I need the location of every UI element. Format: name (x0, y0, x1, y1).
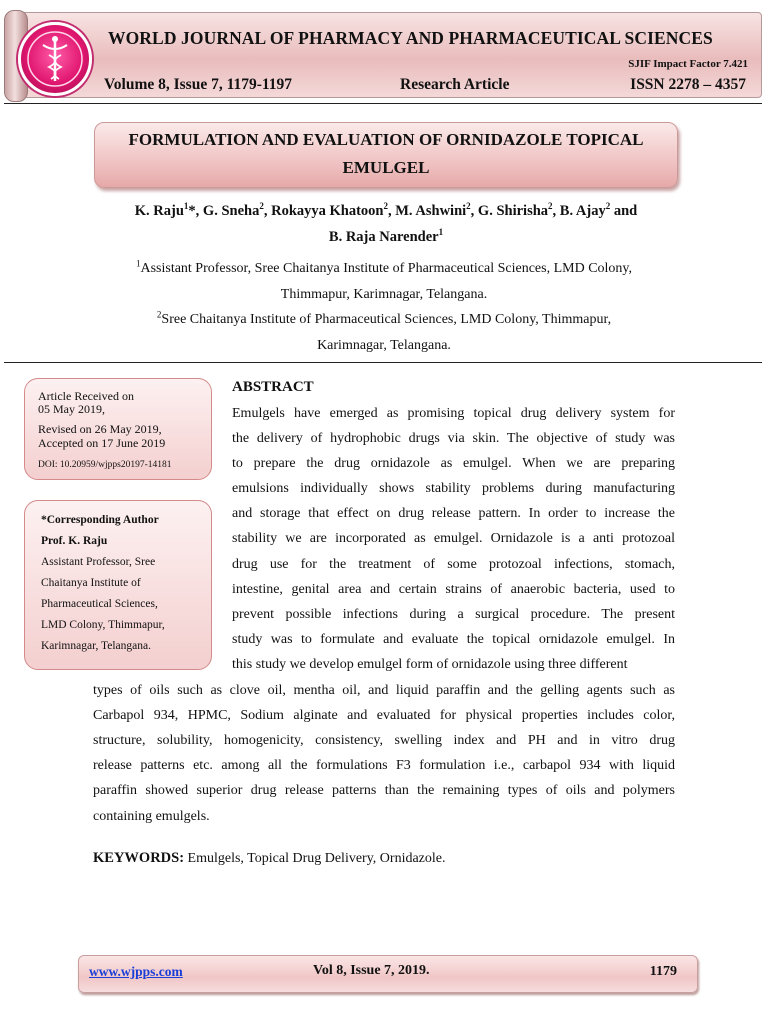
abstract-line: intestine, genital area and certain strains of anaerobic bacteria, used to (232, 582, 675, 597)
keywords (93, 850, 446, 867)
paper-title-line-1: FORMULATION AND EVALUATION OF ORNIDAZOLE TOPICAL (128, 130, 644, 149)
abstract-line: types of oils such as clove oil, mentha oil, and liquid paraffin and the gelling agents such as (93, 683, 675, 698)
received-date: 05 May 2019, (38, 402, 105, 416)
affiliation-divider (4, 362, 762, 363)
abstract-line: Emulgels have emerged as promising topical drug delivery system for (232, 406, 675, 421)
article-type: Research Article (400, 76, 510, 93)
corresponding-name: Prof. K. Raju (41, 535, 108, 547)
abstract-line: study was to formulate and evaluate the topical ornidazole emulgel. In (232, 632, 675, 647)
author: M. Ashwini$^2$, (395, 201, 478, 219)
paper-title-box (94, 122, 678, 188)
abstract-line: structure, solubility, homogenicity, consistency, swelling index and PH and in vitro drug (93, 733, 675, 748)
abstract-line: this study we develop emulgel form of ornidazole using three different (232, 657, 628, 672)
abstract-line: stability we are incorporated as emulgel. Ornidazole is a anti protozoal (232, 531, 675, 546)
author: G. Shirisha$^2$, (477, 201, 560, 219)
affiliation-2: $^2$Sree Chaitanya Institute of Pharmaceutical Sciences, LMD Colony, Thimmapur, (156, 309, 612, 327)
affiliations (80, 256, 688, 358)
footer-volume: Vol 8, Issue 7, 2019. (313, 963, 430, 978)
article-history-box (24, 378, 212, 480)
volume-issue-pages: Volume 8, Issue 7, 1179-1197 (104, 76, 293, 93)
keywords-label: KEYWORDS: (93, 850, 185, 866)
corresponding-address-line: Chaitanya Institute of (41, 577, 141, 589)
author: Rokayya Khatoon$^2$, (271, 201, 396, 219)
issn: ISSN 2278 – 4357 (630, 76, 746, 93)
author-list (96, 198, 676, 250)
corresponding-address-line: Assistant Professor, Sree (41, 556, 156, 568)
author: K. Raju$^1$*, (134, 201, 203, 219)
abstract-line: release patterns etc. among all the formulations F3 formulation i.e., carbapol 934 with liquid (93, 758, 675, 773)
impact-factor: SJIF Impact Factor 7.421 (628, 58, 748, 70)
affiliation-1-cont: Thimmapur, Karimnagar, Telangana. (280, 286, 488, 302)
paper-title-line-2: EMULGEL (342, 158, 430, 177)
abstract-line: drug use for the treatment of some protozoal infections, stomach, (232, 557, 675, 572)
corresponding-address-line: Pharmaceutical Sciences, (41, 598, 158, 610)
author: G. Sneha$^2$, (202, 201, 272, 219)
revised-date: Revised on 26 May 2019, (38, 422, 162, 436)
journal-url-link[interactable]: www.wjpps.com (89, 964, 183, 979)
page-footer (78, 955, 698, 993)
accepted-date: Accepted on 17 June 2019 (38, 436, 166, 450)
abstract-line: the delivery of hydrophobic drugs via skin. The objective of study was (232, 431, 675, 446)
abstract-line: Carbapol 934, HPMC, Sodium alginate and evaluated for physical properties includes color, (93, 708, 675, 723)
abstract-line: emulsions individually shows stability problems during manufacturing (232, 481, 675, 496)
author: B. Raja Narender$^1$ (328, 227, 444, 245)
caduceus-icon (21, 25, 89, 93)
corresponding-heading: *Corresponding Author (41, 514, 159, 526)
paper-title (95, 123, 677, 182)
affiliation-2-cont: Karimnagar, Telangana. (317, 337, 451, 353)
journal-logo-icon (18, 22, 92, 96)
corresponding-address-line: Karimnagar, Telangana. (41, 640, 151, 652)
page-number: 1179 (649, 964, 677, 979)
corresponding-address-line: LMD Colony, Thimmapur, (41, 619, 165, 631)
journal-title: WORLD JOURNAL OF PHARMACY AND PHARMACEUTICAL SCIENCES (108, 28, 713, 48)
abstract-line: to prepare the drug ornidazole as emulgel. When we are preparing (232, 456, 675, 471)
abstract-line: and storage that effect on drug release pattern. In order to increase the (232, 506, 675, 521)
affiliation-1: $^1$Assistant Professor, Sree Chaitanya Institute of Pharmaceutical Sciences, LMD Colony, (135, 258, 633, 276)
abstract-line: paraffin showed superior drug release patterns than the remaining types of oils and polymers (93, 783, 675, 798)
abstract-line: prevent possible infections during a surgical procedure. The present (232, 607, 675, 622)
header-divider (4, 103, 762, 104)
keywords-text: Emulgels, Topical Drug Delivery, Ornidazole. (184, 851, 446, 866)
abstract-heading: ABSTRACT (232, 379, 314, 395)
doi: DOI: 10.20959/wjpps20197-14181 (38, 460, 172, 470)
author: B. Ajay$^2$ and (559, 201, 638, 219)
abstract-line: containing emulgels. (93, 809, 210, 824)
journal-header-banner (4, 10, 760, 98)
corresponding-author-box (24, 500, 212, 670)
received-label: Article Received on (38, 389, 134, 403)
